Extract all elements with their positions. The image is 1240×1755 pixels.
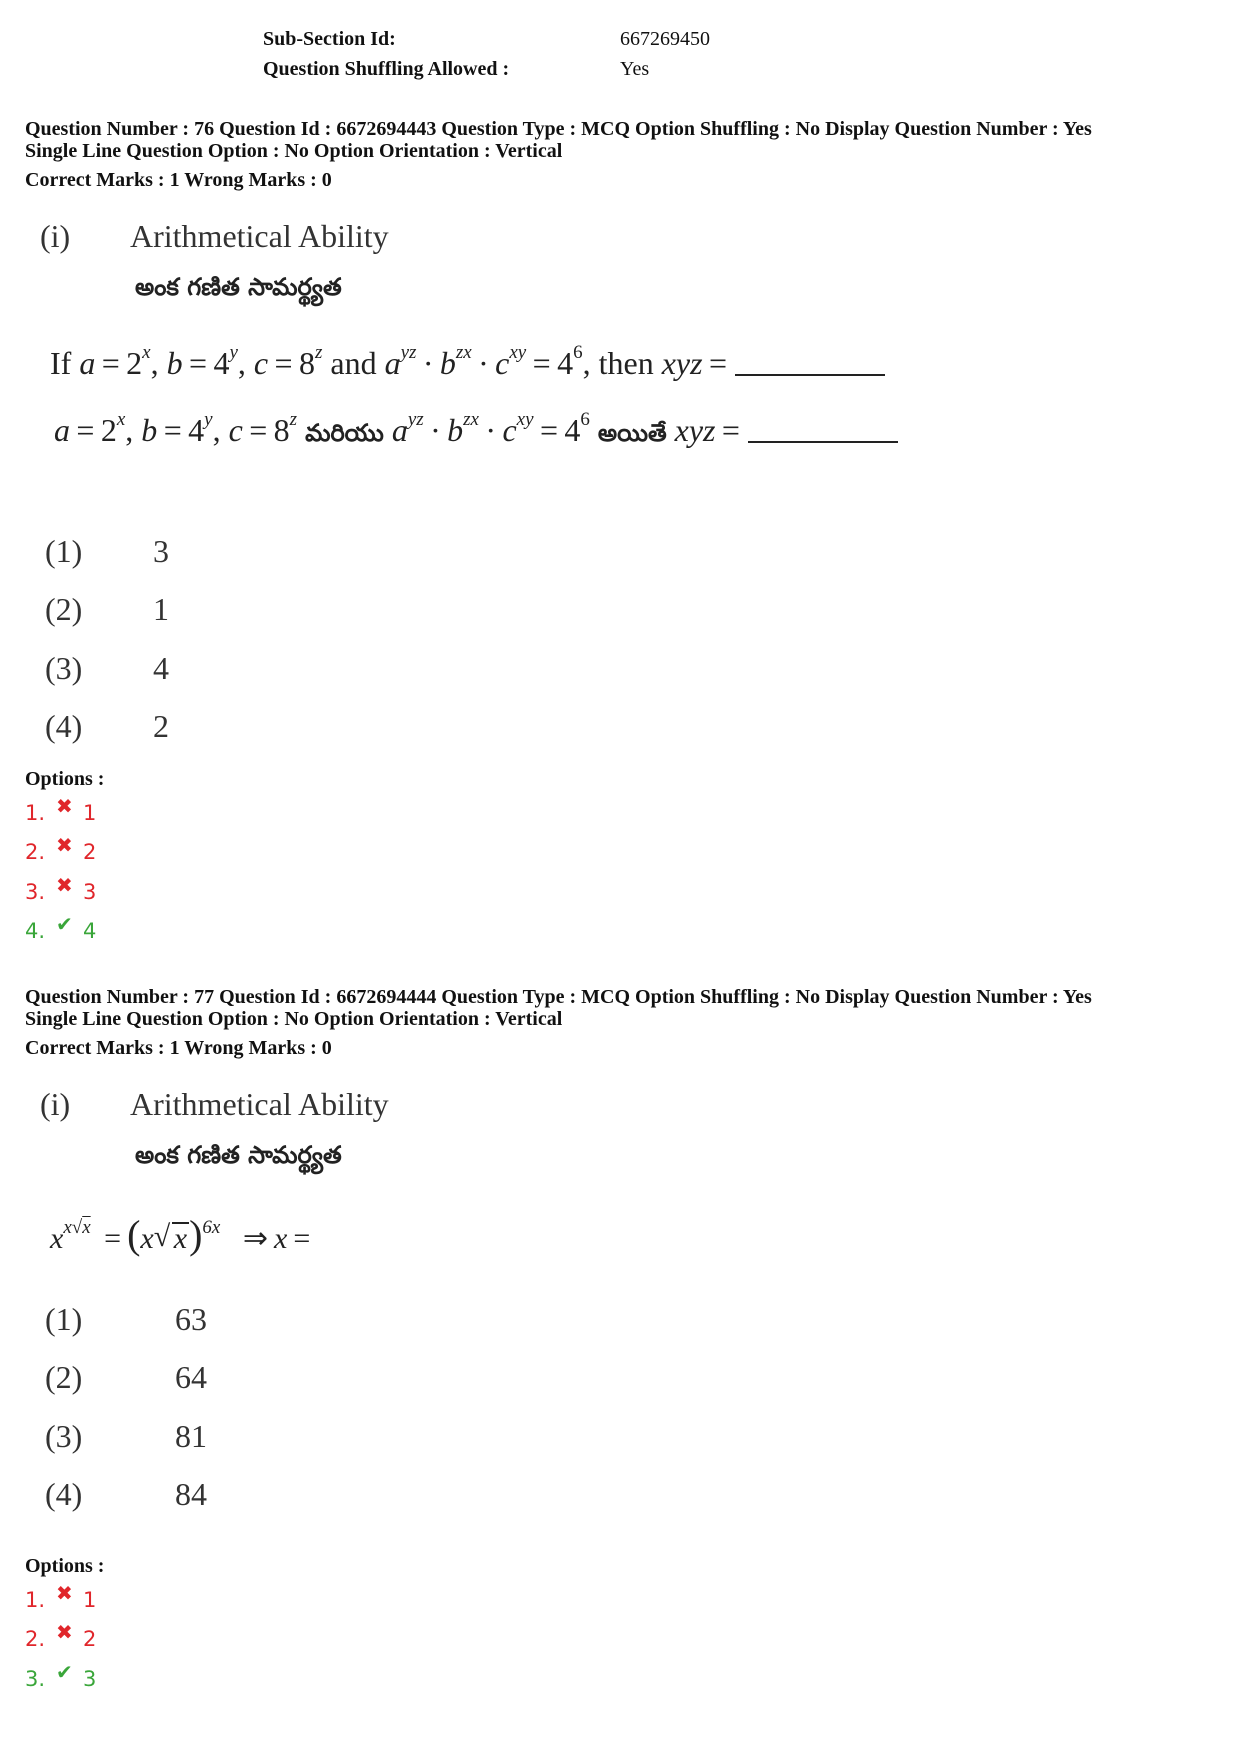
choice-item (45, 581, 169, 640)
choice-value: 64 (175, 1359, 207, 1396)
question-marks: Correct Marks : 1 Wrong Marks : 0 (25, 169, 332, 191)
eq-if: If (50, 345, 72, 381)
eq-then-telugu: అయితే (597, 419, 667, 447)
choice-item (45, 522, 169, 581)
shuffle-allowed-value: Yes (620, 57, 650, 80)
option-value: 1 (83, 1587, 97, 1612)
question-76-meta (25, 118, 1092, 191)
option-number: 2. (25, 1627, 46, 1652)
cross-icon: ✖ (56, 1580, 73, 1605)
subsection-id-label: Sub-Section Id: (263, 27, 396, 50)
choice-number: (3) (45, 1417, 83, 1454)
question-meta-line1: Question Number : 77 Question Id : 6672694444 Question Type : MCQ Option Shuffling : No Display Question Number : Yes (25, 986, 1092, 1008)
choice-value: 3 (153, 532, 169, 569)
option-value: 4 (83, 919, 97, 944)
choice-number: (4) (45, 708, 83, 745)
choice-item (45, 1349, 207, 1408)
cross-icon: ✖ (56, 872, 73, 897)
section-title-telugu: అంక గణిత సామర్థ్యత (135, 273, 342, 301)
choice-number: (4) (45, 1476, 83, 1513)
section-title: Arithmetical Ability (130, 218, 389, 254)
choice-item (45, 639, 169, 698)
checkmark-icon: ✔ (56, 1659, 73, 1684)
choice-value: 84 (175, 1476, 207, 1513)
choice-item (45, 1466, 207, 1525)
option-item (25, 1659, 96, 1699)
choice-value: 1 (153, 591, 169, 628)
subsection-id-value: 667269450 (620, 27, 710, 50)
question-77-equation: $x^{x√x} = (x√$ x)$^{6x}$ ⇒ x = (50, 1211, 1040, 1258)
option-item (25, 833, 96, 873)
question-76-text-english: If $a = 2^x$, $b = 4^y$, $c = 8^z$ and $a^{yz} \cdot b^{zx} \cdot c^{xy} = 4^6$, then xyz = (50, 345, 1040, 382)
eq-and: and (330, 345, 377, 381)
question-77-options (25, 1580, 96, 1699)
choice-number: (1) (45, 532, 83, 569)
answer-blank (735, 350, 885, 376)
question-meta-line2: Single Line Question Option : No Option Orientation : Vertical (25, 1008, 563, 1030)
choice-item (45, 1407, 207, 1466)
answer-blank (748, 417, 898, 443)
checkmark-icon: ✔ (56, 912, 73, 937)
cross-icon: ✖ (56, 793, 73, 818)
choice-value: 63 (175, 1300, 207, 1337)
option-value: 3 (83, 879, 97, 904)
question-marks: Correct Marks : 1 Wrong Marks : 0 (25, 1037, 332, 1059)
cross-icon: ✖ (56, 1620, 73, 1645)
question-77-meta (25, 986, 1092, 1059)
choice-item (45, 1290, 207, 1349)
choice-number: (2) (45, 1359, 83, 1396)
question-76-choices (45, 522, 169, 756)
options-title: Options : (25, 768, 105, 790)
question-77-body (40, 1086, 1040, 1258)
eq-and-telugu: మరియు (305, 419, 384, 447)
question-76-text-telugu: $a = 2^x$, $b = 4^y$, $c = 8^z$ మరియు $a^{yz} \cdot b^{zx} \cdot c^{xy} = 4^6$ అయితే xyz = (54, 412, 1040, 453)
option-value: 1 (83, 800, 97, 825)
choice-number: (1) (45, 1300, 83, 1337)
question-76-options (25, 793, 96, 951)
choice-number: (3) (45, 649, 83, 686)
cross-icon: ✖ (56, 833, 73, 858)
option-value: 3 (83, 1666, 97, 1691)
question-76-body (40, 218, 1040, 453)
choice-value: 4 (153, 649, 169, 686)
question-meta-line2: Single Line Question Option : No Option Orientation : Vertical (25, 140, 563, 162)
section-number: (i) (40, 1086, 71, 1122)
section-title-telugu: అంక గణిత సామర్థ్యత (135, 1141, 342, 1169)
option-item (25, 1580, 96, 1620)
option-item (25, 1620, 96, 1660)
eq-then: , then (582, 345, 654, 381)
option-number: 3. (25, 879, 46, 904)
options-title: Options : (25, 1555, 105, 1577)
subsection-header (263, 24, 710, 84)
choice-value: 2 (153, 708, 169, 745)
option-number: 2. (25, 840, 46, 865)
option-number: 1. (25, 800, 46, 825)
section-number: (i) (40, 218, 71, 254)
option-value: 2 (83, 1627, 97, 1652)
question-77-choices (45, 1290, 207, 1524)
option-item (25, 793, 96, 833)
option-number: 3. (25, 1666, 46, 1691)
section-heading (40, 218, 1040, 255)
option-number: 4. (25, 919, 46, 944)
option-item (25, 872, 96, 912)
shuffle-allowed-label: Question Shuffling Allowed : (263, 57, 510, 80)
option-value: 2 (83, 840, 97, 865)
choice-item (45, 698, 169, 757)
choice-value: 81 (175, 1417, 207, 1454)
option-number: 1. (25, 1587, 46, 1612)
option-item (25, 912, 96, 952)
choice-number: (2) (45, 591, 83, 628)
section-title: Arithmetical Ability (130, 1086, 389, 1122)
section-heading (40, 1086, 1040, 1123)
question-meta-line1: Question Number : 76 Question Id : 6672694443 Question Type : MCQ Option Shuffling : No Display Question Number : Yes (25, 118, 1092, 140)
